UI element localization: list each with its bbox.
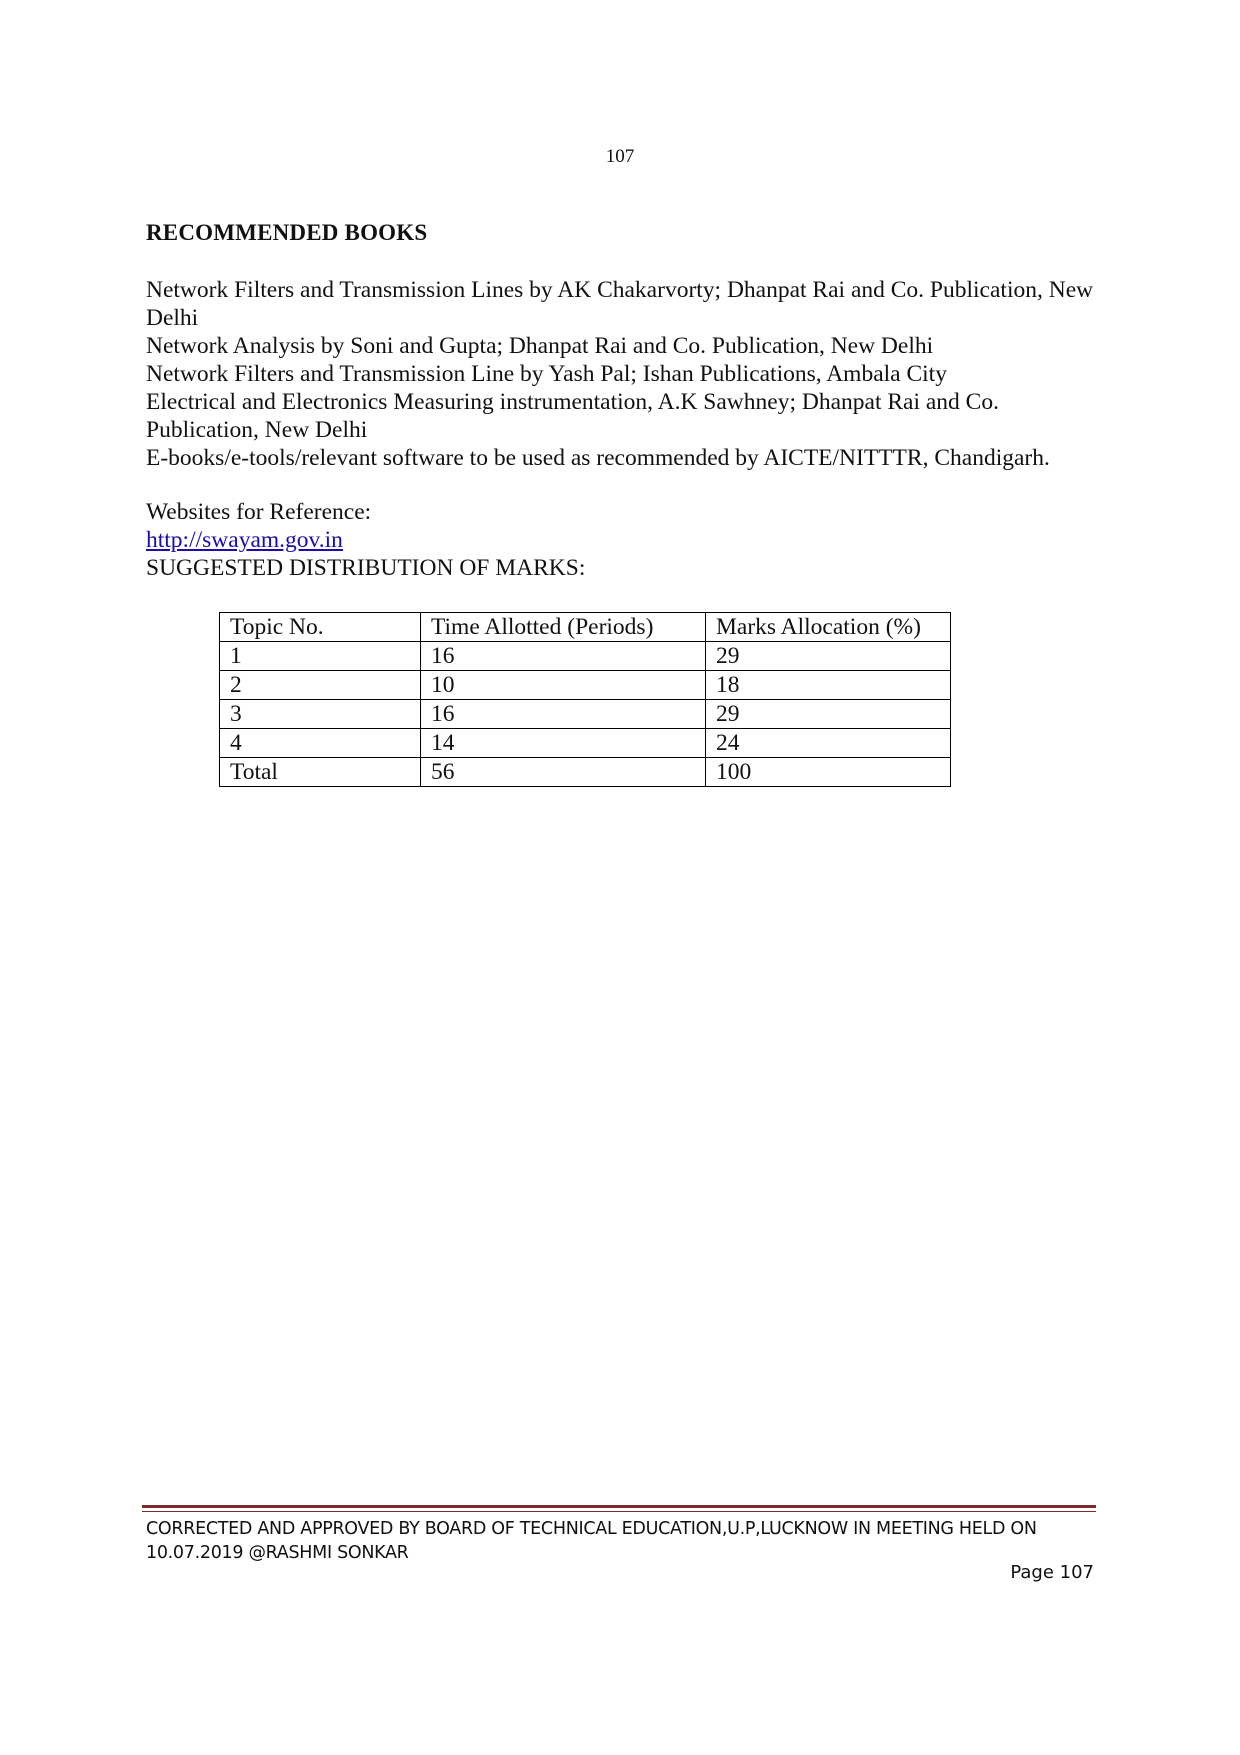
book-item: E-books/e-tools/relevant software to be used as recommended by AICTE/NITTTR, Chandigarh.: [146, 445, 1050, 471]
swayam-link[interactable]: http://swayam.gov.in: [146, 527, 343, 553]
cell-topic: Total: [220, 758, 421, 787]
footer-line-1: CORRECTED AND APPROVED BY BOARD OF TECHNICAL EDUCATION,U.P,LUCKNOW IN MEETING HELD ON: [146, 1519, 1037, 1539]
cell-periods: 14: [421, 729, 706, 758]
header-topic-no: Topic No.: [220, 613, 421, 642]
cell-topic: 1: [220, 642, 421, 671]
table-header-row: [220, 613, 951, 642]
table-row: [220, 671, 951, 700]
header-time-allotted: Time Allotted (Periods): [421, 613, 706, 642]
cell-marks: 100: [706, 758, 951, 787]
cell-periods: 10: [421, 671, 706, 700]
cell-topic: 3: [220, 700, 421, 729]
websites-section: [146, 498, 585, 582]
footer-line-2: 10.07.2019 @RASHMI SONKAR: [146, 1543, 409, 1563]
cell-topic: 2: [220, 671, 421, 700]
websites-label: Websites for Reference:: [146, 499, 372, 525]
footer-divider: [142, 1505, 1096, 1508]
section-heading: RECOMMENDED BOOKS: [146, 220, 428, 245]
footer-page-number: Page 107: [1010, 1562, 1094, 1583]
page-number-top: 107: [605, 146, 635, 167]
cell-marks: 29: [706, 642, 951, 671]
cell-topic: 4: [220, 729, 421, 758]
table-row: [220, 729, 951, 758]
recommended-books-list: [146, 276, 1106, 472]
book-item: Network Filters and Transmission Line by Yash Pal; Ishan Publications, Ambala City: [146, 361, 947, 387]
cell-periods: 16: [421, 642, 706, 671]
footer-divider-thin: [142, 1511, 1096, 1512]
distribution-heading: SUGGESTED DISTRIBUTION OF MARKS:: [146, 555, 586, 581]
book-item: Electrical and Electronics Measuring instrumentation, A.K Sawhney; Dhanpat Rai and Co. Publication, New Delhi: [146, 389, 999, 443]
cell-marks: 29: [706, 700, 951, 729]
cell-periods: 56: [421, 758, 706, 787]
marks-distribution-table: [219, 612, 951, 787]
cell-marks: 18: [706, 671, 951, 700]
table-row: [220, 700, 951, 729]
cell-marks: 24: [706, 729, 951, 758]
cell-periods: 16: [421, 700, 706, 729]
footer-approval-note: [146, 1517, 1096, 1565]
header-marks-allocation: Marks Allocation (%): [706, 613, 951, 642]
table-total-row: [220, 758, 951, 787]
book-item: Network Filters and Transmission Lines by AK Chakarvorty; Dhanpat Rai and Co. Publication, New Delhi: [146, 277, 1094, 331]
table-row: [220, 642, 951, 671]
book-item: Network Analysis by Soni and Gupta; Dhanpat Rai and Co. Publication, New Delhi: [146, 333, 934, 359]
